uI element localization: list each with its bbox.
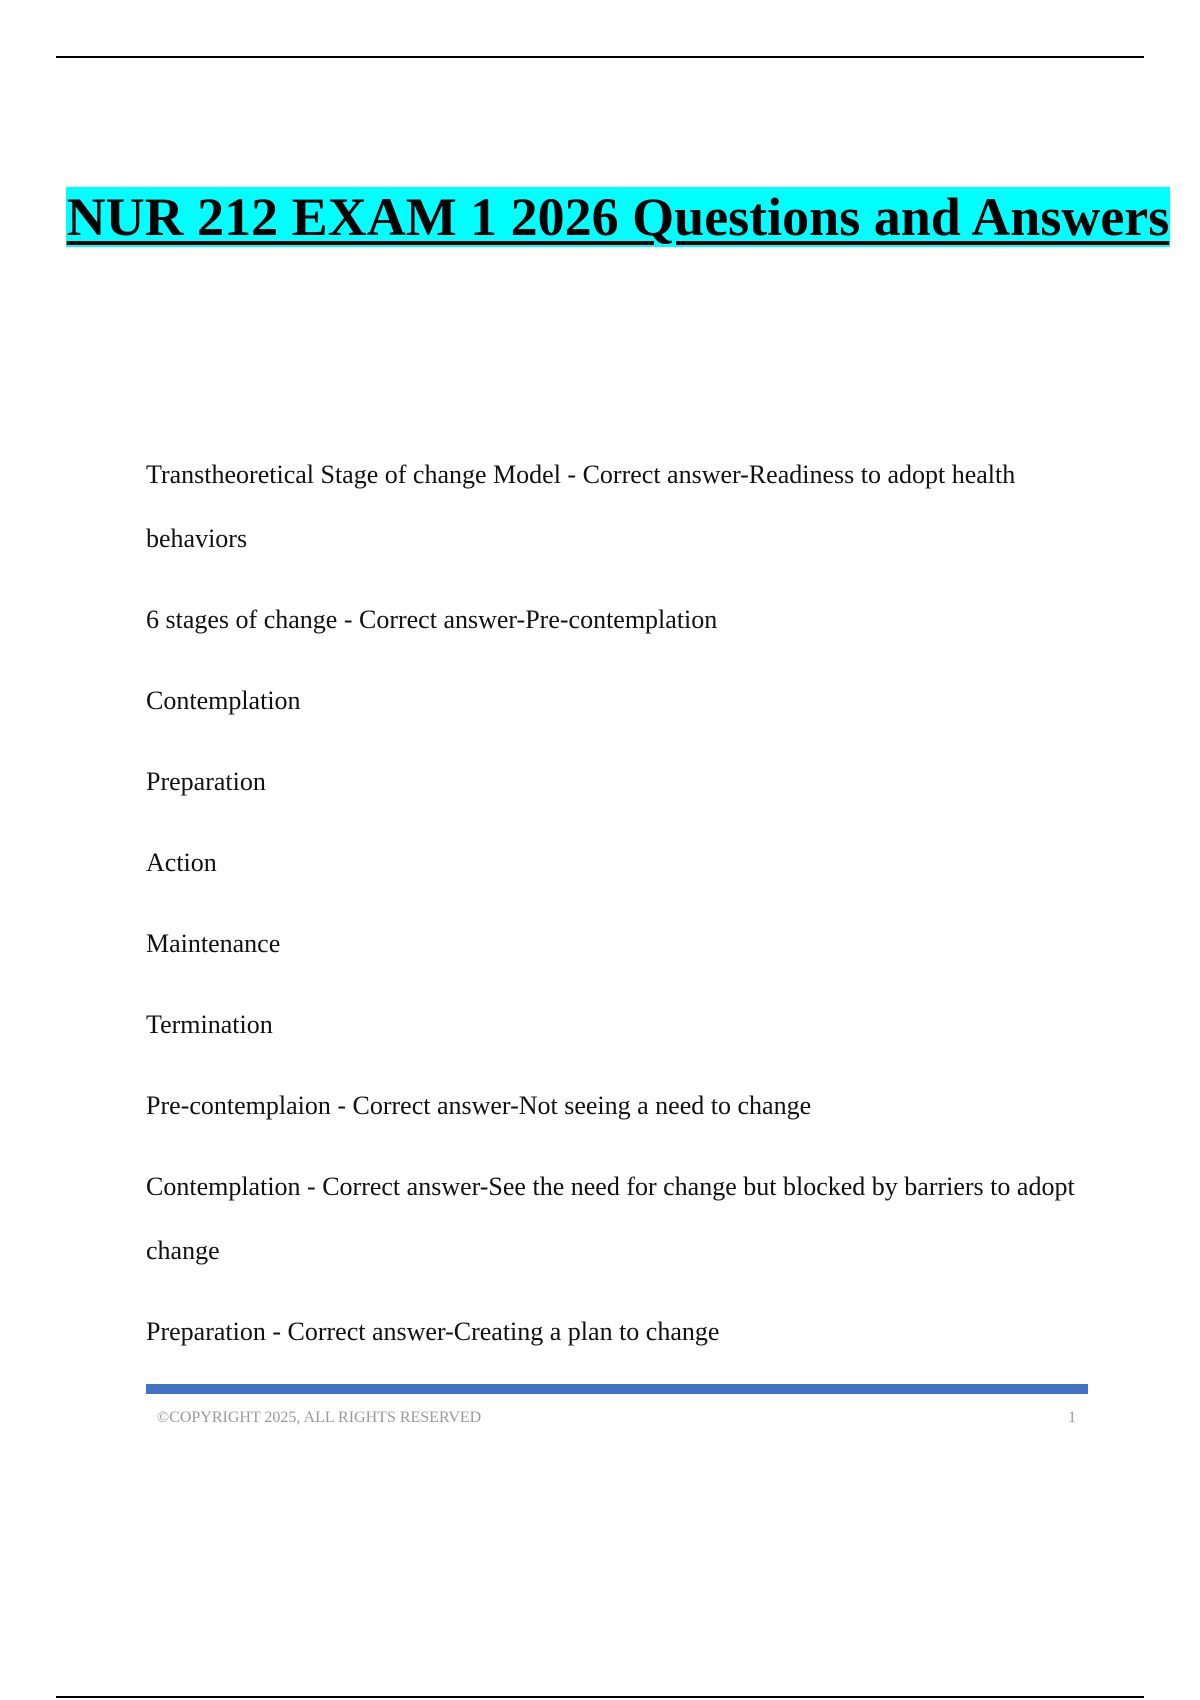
top-rule <box>56 56 1144 58</box>
paragraph-2: 6 stages of change - Correct answer-Pre-contemplation <box>146 605 718 634</box>
paragraph-5: Action <box>146 848 217 877</box>
document-title-text: NUR 212 EXAM 1 2026 Questions and Answers <box>66 187 1170 247</box>
paragraph-7: Termination <box>146 1010 273 1039</box>
document-body <box>146 443 1096 1381</box>
footer-copyright: ©COPYRIGHT 2025, ALL RIGHTS RESERVED <box>157 1409 482 1426</box>
paragraph-10: Preparation - Correct answer-Creating a plan to change <box>146 1317 720 1346</box>
paragraph-9: Contemplation - Correct answer-See the need for change but blocked by barriers to adopt change <box>146 1172 1075 1265</box>
paragraph-3: Contemplation <box>146 686 301 715</box>
paragraph-6: Maintenance <box>146 929 281 958</box>
paragraph-4: Preparation <box>146 767 266 796</box>
footer-bar <box>146 1384 1088 1394</box>
bottom-rule <box>56 1696 1144 1698</box>
document-title <box>0 172 1200 263</box>
footer-page-number: 1 <box>1068 1409 1076 1426</box>
paragraph-1: Transtheoretical Stage of change Model - Correct answer-Readiness to adopt health behaviors <box>146 460 1016 553</box>
paragraph-8: Pre-contemplaion - Correct answer-Not seeing a need to change <box>146 1091 812 1120</box>
